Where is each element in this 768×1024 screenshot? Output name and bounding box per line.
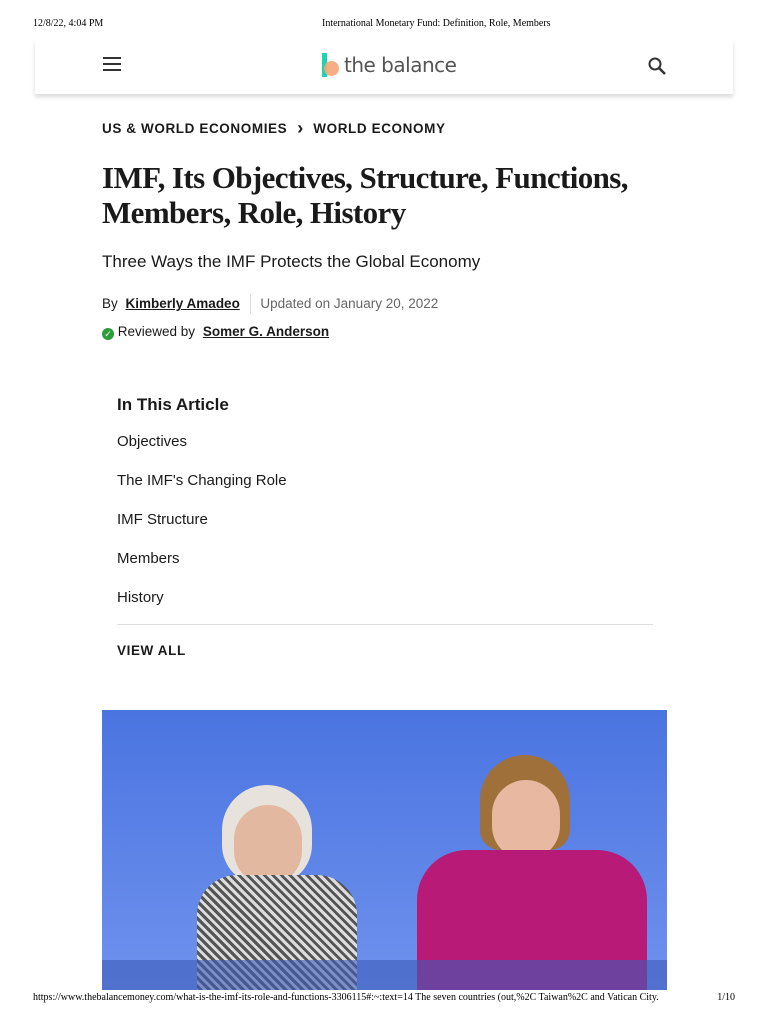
toc-divider [117,624,653,625]
print-footer [33,992,735,1003]
by-label: By [102,296,118,311]
toc-item-changing-role[interactable]: The IMF's Changing Role [117,472,287,489]
author-link[interactable]: Kimberly Amadeo [125,296,240,311]
reviewed-line [102,322,692,342]
logo-text: the balance [344,53,457,77]
byline [102,294,692,314]
breadcrumb-world-economy[interactable]: WORLD ECONOMY [313,120,446,136]
toc-item-structure[interactable]: IMF Structure [117,511,208,528]
toc-heading: In This Article [117,395,229,414]
reviewer-link[interactable]: Somer G. Anderson [202,324,330,340]
reviewed-by-label: Reviewed by [117,324,196,340]
site-logo[interactable] [322,53,462,77]
article-header [102,160,692,342]
article-subtitle: Three Ways the IMF Protects the Global Economy [102,252,481,271]
print-datetime: 12/8/22, 4:04 PM [33,18,104,29]
table-of-contents [117,395,653,680]
breadcrumb-us-world-economies[interactable]: US & WORLD ECONOMIES [102,120,288,136]
print-title: International Monetary Fund: Definition, Role, Members [322,18,551,29]
view-all-button[interactable]: VIEW ALL [117,643,186,658]
toc-item-objectives[interactable]: Objectives [117,433,188,450]
print-url: https://www.thebalancemoney.com/what-is-the-imf-its-role-and-functions-3306115#:~:text=14 The seven countries (out,%2C Taiwan%2C and Vatican City. [33,992,659,1003]
toc-item-history[interactable]: History [117,589,164,606]
site-header [35,40,733,94]
search-icon[interactable] [647,56,667,81]
page-title: IMF, Its Objectives, Structure, Functions, Members, Role, History [102,160,628,230]
breadcrumb [102,120,446,136]
verified-check-icon: ✓ [102,328,114,340]
article-hero-image [102,710,667,990]
toc-item-members[interactable]: Members [117,550,180,567]
chevron-right-icon: › [297,118,304,138]
updated-date: Updated on January 20, 2022 [260,296,439,311]
print-page-number: 1/10 [717,992,735,1003]
menu-icon[interactable] [103,57,121,71]
